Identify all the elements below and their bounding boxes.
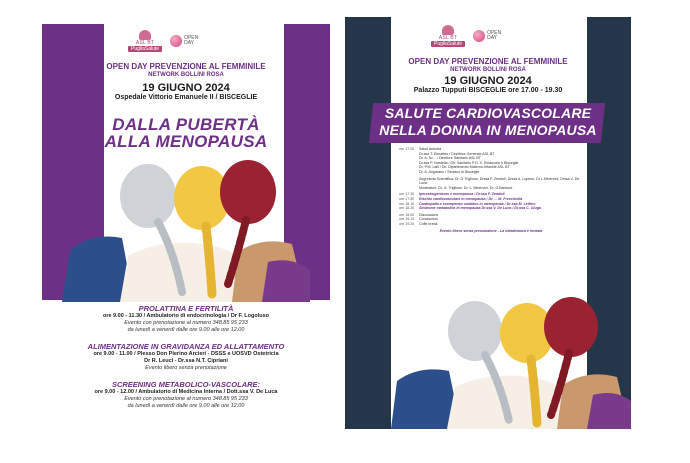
open-day-icon <box>170 35 182 47</box>
program-text: Rischio cardiovascolare in menopausa / Dr. ... M. Frecchiolla <box>419 196 523 201</box>
section-line: da lunedì a venerdì dalle ore 9.00 alle ore 12.00 <box>127 327 245 333</box>
poster-puberta-menopausa <box>42 24 330 428</box>
program-time: ore 18.50 <box>399 212 415 217</box>
logo-row <box>431 25 505 47</box>
program-text: Saluti Autorità <box>419 147 442 151</box>
program-time: ore 17.50 <box>399 196 415 201</box>
asl-bt-logo <box>431 25 465 47</box>
poster-heading <box>82 62 290 101</box>
title-line-2: ALLA MENOPAUSA <box>104 132 268 151</box>
title-line-2: NELLA DONNA IN MENOPAUSA <box>379 122 597 138</box>
program-text: Iperestrogenismo e menopausa / Dr.ssa F. Zendoli <box>419 192 505 197</box>
open-day-icon <box>473 30 485 42</box>
section-screening <box>42 380 330 410</box>
program-text: Dr.ssa P. Nardella / Dir. Sanitario P.O. V. Emanuele II Bisceglie <box>419 160 519 165</box>
event-venue: Ospedale Vittorio Emanuele II / BISCEGLIE <box>114 94 258 101</box>
program-text: Dr. A. Sc... / Direttore Sanitario ASL BT <box>419 156 481 161</box>
asl-logo-top: ASL BT <box>438 35 458 41</box>
section-line: ore 9.00 - 12.00 / Ambulatorio di Medicina Interna / Dott.ssa V. De Luca <box>94 389 278 395</box>
tree-icon <box>442 25 454 35</box>
network-label: NETWORK BOLLINI ROSA <box>450 67 526 73</box>
program-text: Coffe break <box>419 221 438 226</box>
program-text: Discussione <box>419 212 439 217</box>
section-line: da lunedì a venerdì dalle ore 9.00 alle ore 12.00 <box>127 403 245 409</box>
program-text: Dr. A. Angarano / Sindaco di Bisceglie <box>419 169 480 174</box>
program-row <box>399 206 583 211</box>
program-time: ore 18.30 <box>399 206 415 211</box>
poster-heading <box>385 57 591 94</box>
section-line: ore 9.00 - 11.00 / Plesso Don Pierino Arcieri - DSSS e UOSVD Ostetricia <box>93 351 279 357</box>
section-line: Dr R. Leuci - Dr.ssa N.T. Cipriani <box>144 358 228 364</box>
program-text: Dr. P.M. Lalli / Dir. Dipartimento Materno-Infantile ASL BT <box>419 165 510 170</box>
asl-logo-bottom: PugliaSalute <box>128 46 162 52</box>
section-line: Evento con prenotazione al numero 348.85 95 233 <box>124 320 248 326</box>
asl-logo-top: ASL BT <box>135 40 155 46</box>
program-text: Conclusioni <box>419 217 438 222</box>
asl-logo-bottom: PugliaSalute <box>431 41 465 47</box>
program-time: ore 18.10 <box>399 201 415 206</box>
event-date: 19 GIUGNO 2024 <box>142 82 230 94</box>
event-venue: Palazzo Tupputi BISCEGLIE ore 17.00 - 19.30 <box>413 87 563 94</box>
section-title: PROLATTINA E FERTILITÀ <box>138 304 234 313</box>
poster-salute-cardiovascolare <box>345 17 631 429</box>
section-line: Evento con prenotazione al numero 348.85 95 233 <box>124 396 248 402</box>
tree-icon <box>139 30 151 40</box>
program-time <box>399 170 419 175</box>
open-day-text: OPEN DAY <box>184 35 199 46</box>
program-text: Moderatori: Dr. G. Trigliose, Dr. L. Minervini, Dr. G.Bartucci <box>419 185 513 190</box>
event-program <box>399 147 583 233</box>
network-label: NETWORK BOLLINI ROSA <box>148 72 224 78</box>
section-title: SCREENING METABOLICO-VASCOLARE: <box>111 380 261 389</box>
program-row <box>399 186 583 191</box>
section-title: ALIMENTAZIONE IN GRAVIDANZA ED ALLATTAMENTO <box>87 342 285 351</box>
event-subtitle: OPEN DAY PREVENZIONE AL FEMMINILE <box>106 62 266 71</box>
three-women-illustration <box>62 152 310 302</box>
event-date: 19 GIUGNO 2024 <box>444 75 532 87</box>
open-day-logo <box>473 30 505 42</box>
section-line: Evento libero senza prenotazione <box>145 365 227 371</box>
program-time: ore 17.00 <box>399 147 415 151</box>
event-subtitle: OPEN DAY PREVENZIONE AL FEMMINILE <box>408 57 568 66</box>
program-text: Segreteria Scientifica: Dr. G.Trigliose, Drssa F. Zendoli, Drssa A. Lopinto, Dr L.Minervini, Drssa V. De Luca. <box>419 176 580 186</box>
asl-bt-logo <box>128 30 162 52</box>
program-text: Sindrome metabolica in menopausa Dr.ssa V. De Luca / Dr.ssa C. Giuga <box>419 206 541 211</box>
program-time <box>399 186 419 191</box>
program-row <box>399 170 583 175</box>
program-time <box>399 177 419 186</box>
program-text: Cardiopatia e scompenso cardiaco in menopausa / Dr.ssa M. Lettino <box>419 201 536 206</box>
program-time: ore 17.30 <box>399 192 415 197</box>
section-alimentazione <box>42 342 330 372</box>
program-time: ore 19.10 <box>399 217 415 222</box>
program-row <box>399 222 583 227</box>
title-line-1: SALUTE CARDIOVASCOLARE <box>384 105 592 121</box>
three-women-illustration <box>391 289 631 429</box>
logo-row <box>128 30 202 52</box>
poster-title <box>82 116 290 150</box>
program-footer-note: Evento libero senza prenotazione - La cittadinanza è invitata <box>439 228 543 233</box>
open-day-logo <box>170 35 202 47</box>
program-text: Dr.ssa T. Dimatteo / Direttrice Generale ASL BT <box>419 151 495 156</box>
title-line-1: DALLA PUBERTÀ <box>112 115 260 134</box>
section-line: ore 9.00 - 11.30 / Ambulatorio di endocrinologia / Dr F. Logoluso <box>102 313 270 319</box>
poster-title <box>365 105 611 139</box>
open-day-text: OPEN DAY <box>487 30 502 41</box>
program-time: ore 19.20 <box>399 221 415 226</box>
program-row <box>399 177 583 186</box>
section-prolattina <box>42 304 330 334</box>
